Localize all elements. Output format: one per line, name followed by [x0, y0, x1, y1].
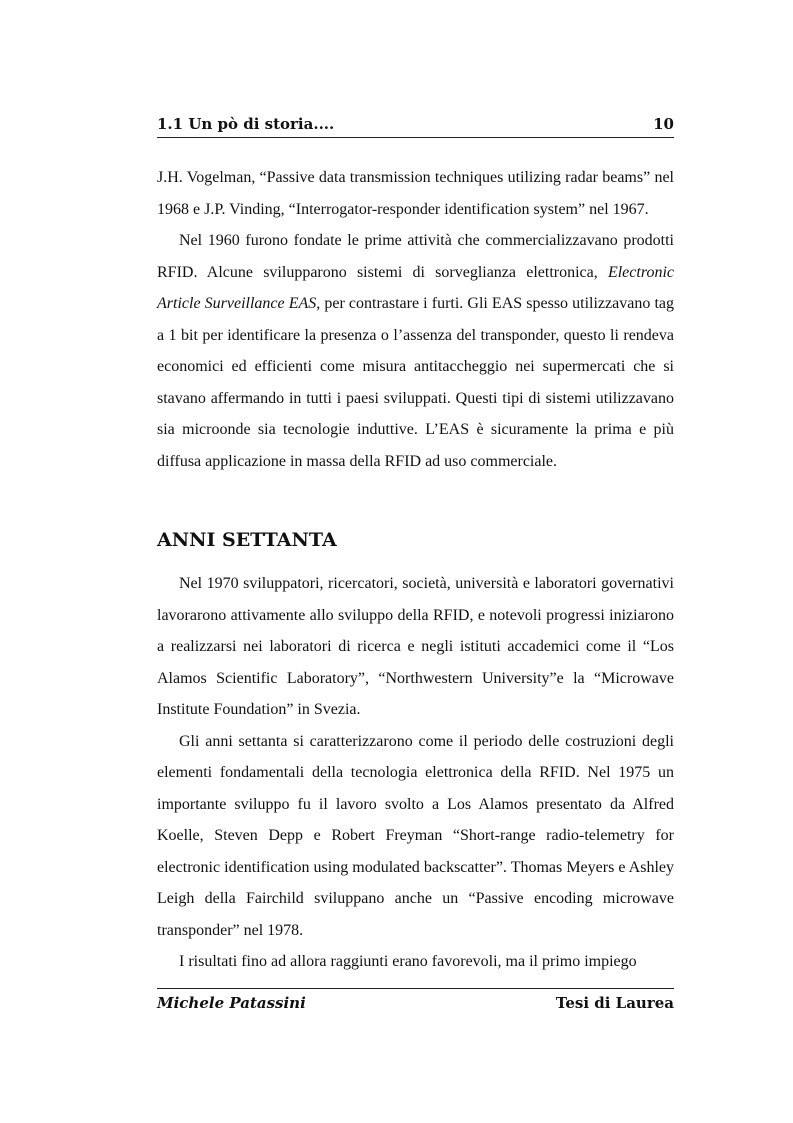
header-page-number: 10 — [653, 115, 674, 133]
paragraph-3: Nel 1970 sviluppatori, ricercatori, società, università e laboratori governativi lavorarono attivamente allo sviluppo della RFID, e notevoli progressi iniziarono a realizzarsi nei laboratori di ricerca e negli istituti accademici come il “Los Alamos Scientific Laboratory”, “Northwestern University”e la “Microwave Institute Foundation” in Svezia. — [157, 575, 674, 718]
paragraph-2-italic-term: Electronic Article Surveillance EAS — [157, 263, 674, 312]
paragraph-2-text-b: , per contrastare i furti. Gli EAS spesso utilizzavano tag a 1 bit per identificare la presenza o l’assenza del transponder, questo li rendeva economici ed efficienti come misura antitaccheggio nei supermercati che si stavano affermando in tutti i paesi sviluppati. Questi tipi di sistemi utilizzavano sia microonde sia tecnologie induttive. L’EAS è sicuramente la prima e più diffusa applicazione in massa della RFID ad uso commerciale. — [157, 295, 674, 470]
footer-author: Michele Patassini — [157, 994, 306, 1012]
body-text-top — [157, 162, 674, 477]
paragraph-4: Gli anni settanta si caratterizzarono come il periodo delle costruzioni degli elementi fondamentali della tecnologia elettronica della RFID. Nel 1975 un importante sviluppo fu il lavoro svolto a Los Alamos presentato da Alfred Koelle, Steven Depp e Robert Freyman “Short-range radio-telemetry for electronic identification using modulated backscatter”. Thomas Meyers e Ashley Leigh della Fairchild sviluppano anche un “Passive encoding microwave transponder” nel 1978. — [157, 732, 674, 939]
paragraph-1-text: J.H. Vogelman, “Passive data transmission techniques utilizing radar beams” nel 1968 e J.P. Vinding, “Interrogator-responder identification system” nel 1967. — [157, 169, 674, 218]
paragraph-2 — [157, 225, 674, 477]
footer-title: Tesi di Laurea — [555, 994, 674, 1012]
paragraph-1 — [157, 162, 674, 225]
running-header — [157, 115, 674, 138]
section-heading: ANNI SETTANTA — [157, 529, 337, 551]
running-footer — [157, 988, 674, 1012]
header-section-title: 1.1 Un pò di storia.... — [157, 115, 335, 133]
paragraph-5: I risultati fino ad allora raggiunti erano favorevoli, ma il primo impiego — [179, 953, 637, 970]
paragraph-2-text-a: Nel 1960 furono fondate le prime attività che commercializzavano prodotti RFID. Alcune svilupparono sistemi di sorveglianza elettronica, — [157, 232, 674, 281]
body-text-bottom — [157, 568, 674, 978]
